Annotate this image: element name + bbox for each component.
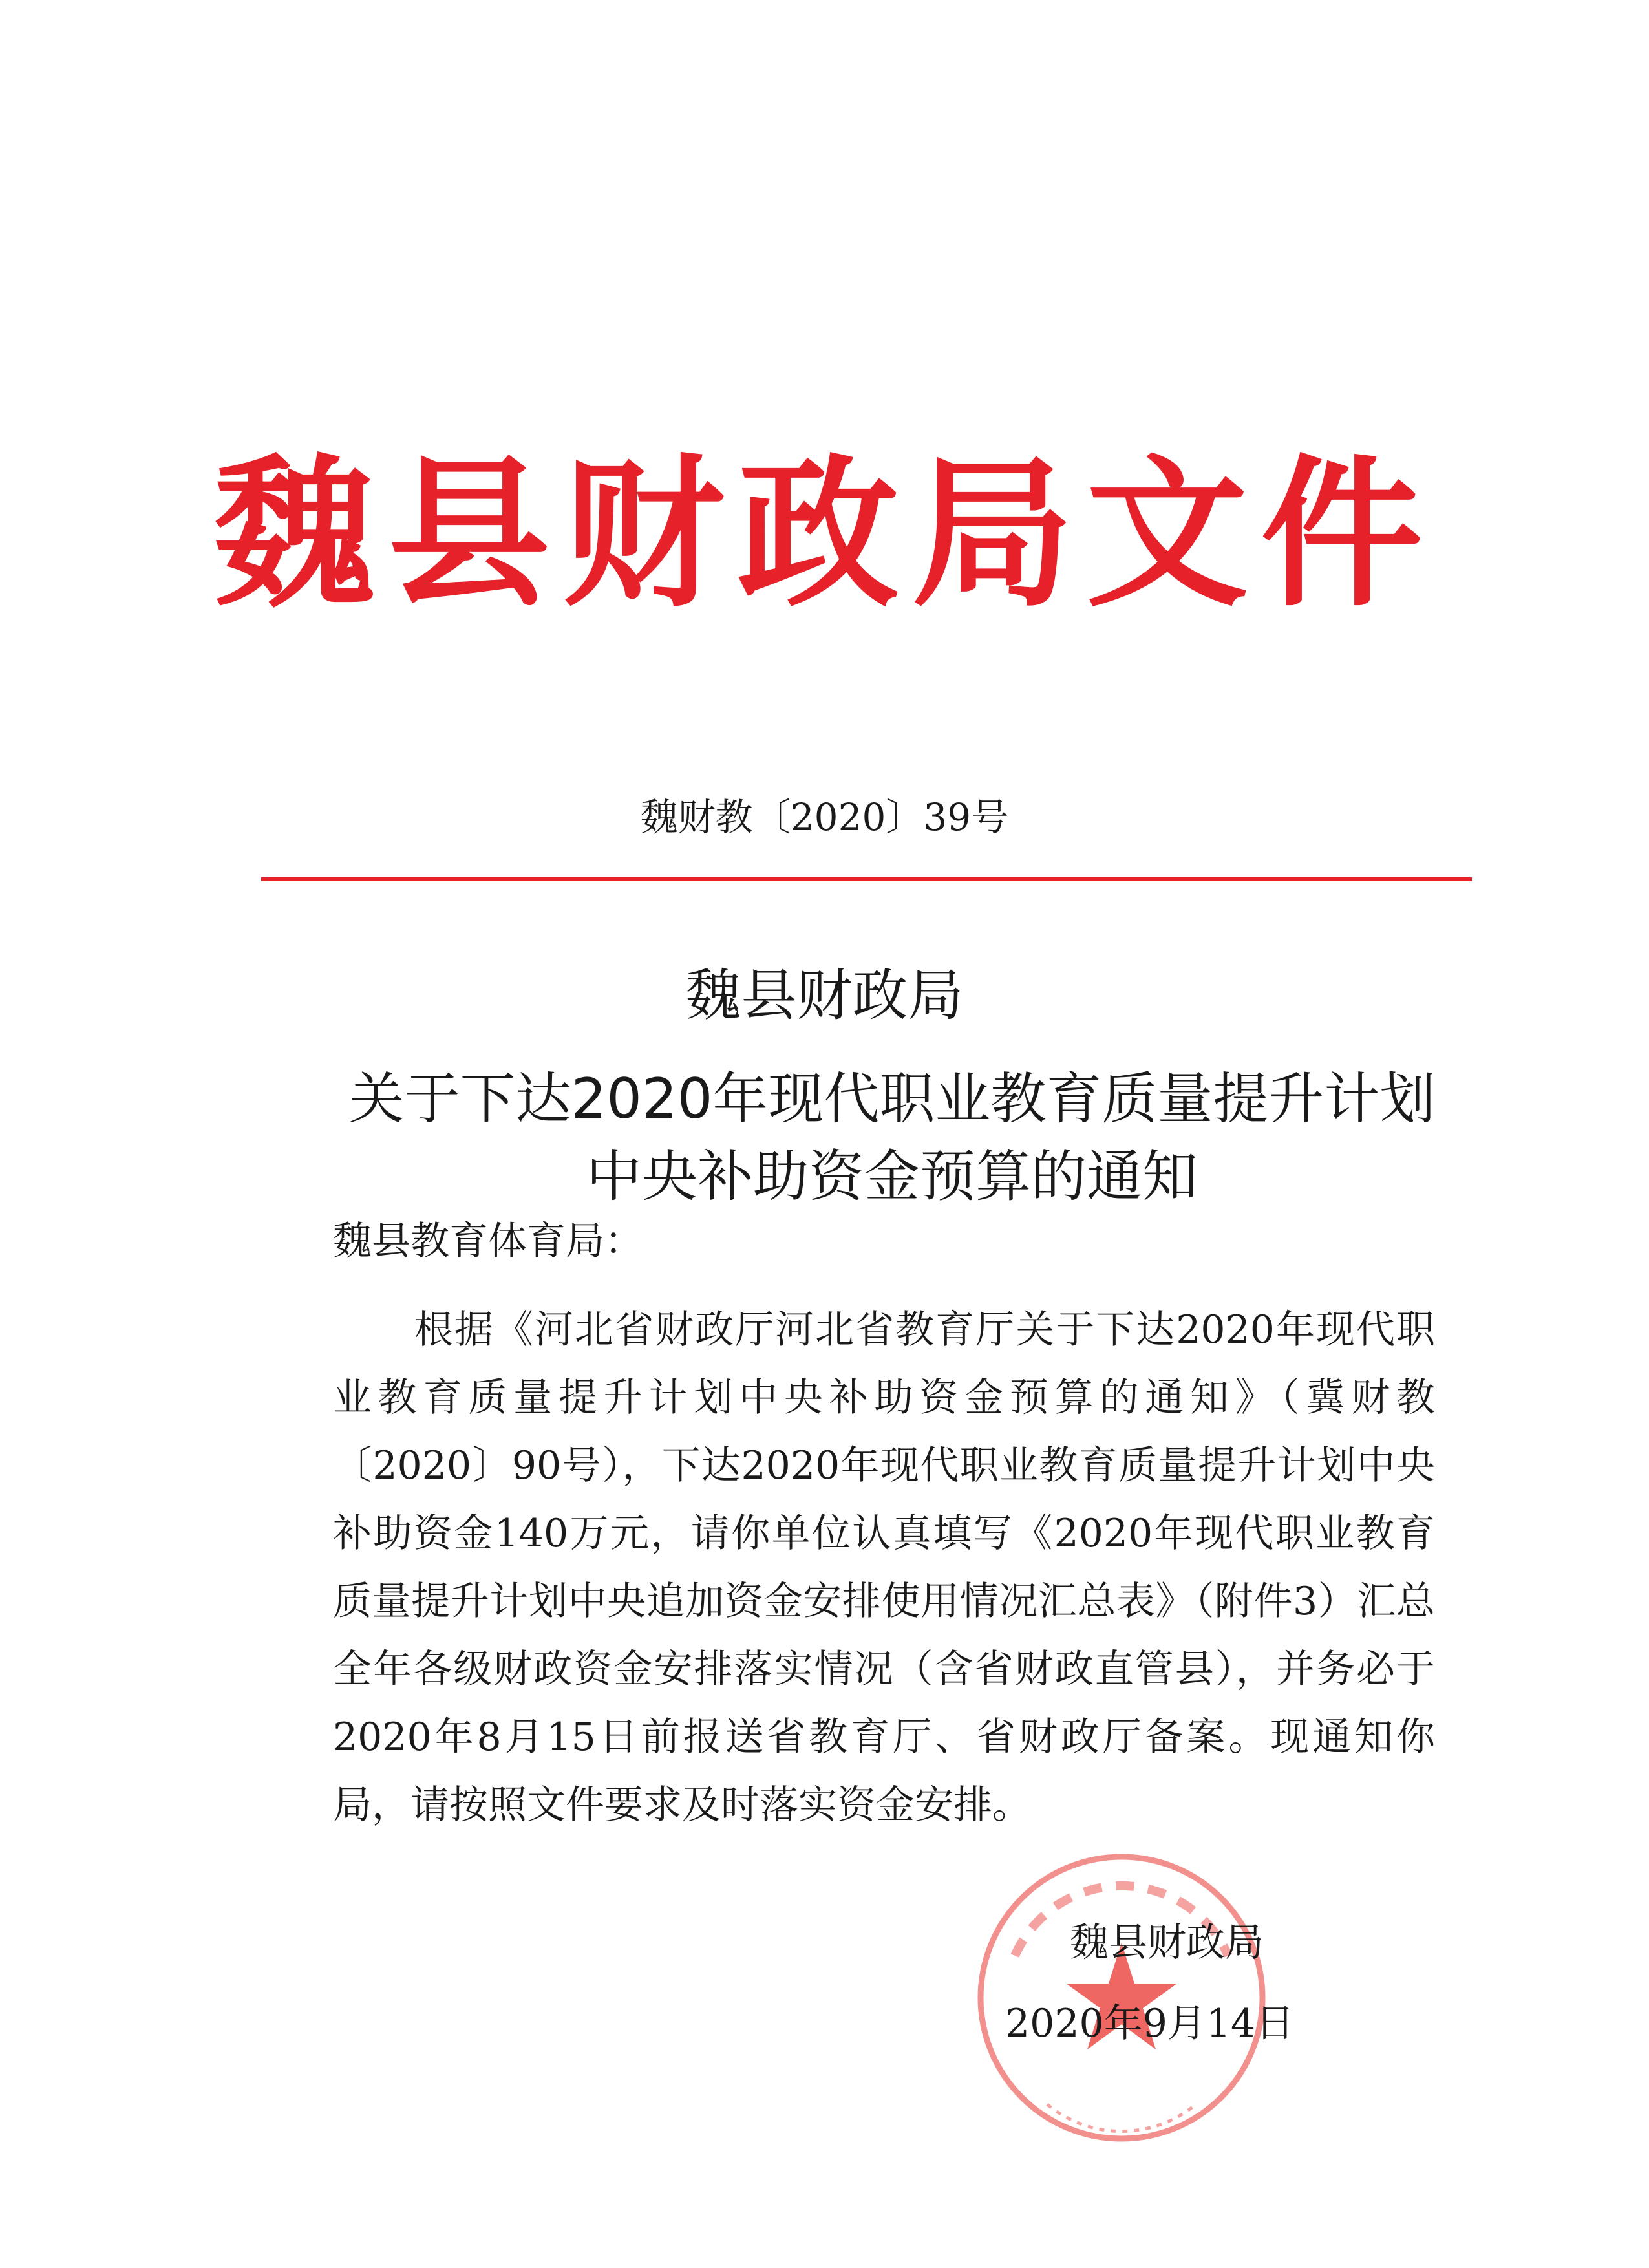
signature-date: 2020年9月14日 [1005, 2001, 1295, 2046]
title-subject: 关于下达2020年现代职业教育质量提升计划中央补助资金预算的通知 [348, 1067, 1436, 1209]
title-issuer: 魏县财政局 [685, 963, 964, 1028]
document-number: 魏财教〔2020〕39号 [640, 795, 1009, 839]
addressee: 魏县教育体育局： [333, 1219, 643, 1264]
signature-organization: 魏县财政局 [1070, 1920, 1264, 1965]
body-paragraph: 根据《河北省财政厅河北省教育厅关于下达2020年现代职业教育质量提升计划中央补助资金预算的通知》（冀财教〔2020〕90号），下达2020年现代职业教育质量提升计划中央补助资金140万元，请你单位认真填写《2020年现代职业教育质量提升计划中央追加资金安排使用情况汇总表》（附件3）汇总全年各级财政资金安排落实情况（含省财政直管县），并务必于2020年8月15日前报送省教育厅、省财政厅备案。现通知你局，请按照文件要求及时落实资金安排。 [333, 1307, 1435, 1828]
red-divider-line [261, 877, 1472, 881]
official-seal-stamp [970, 1846, 1273, 2150]
red-header-title: 魏县财政局文件 [213, 438, 1436, 628]
